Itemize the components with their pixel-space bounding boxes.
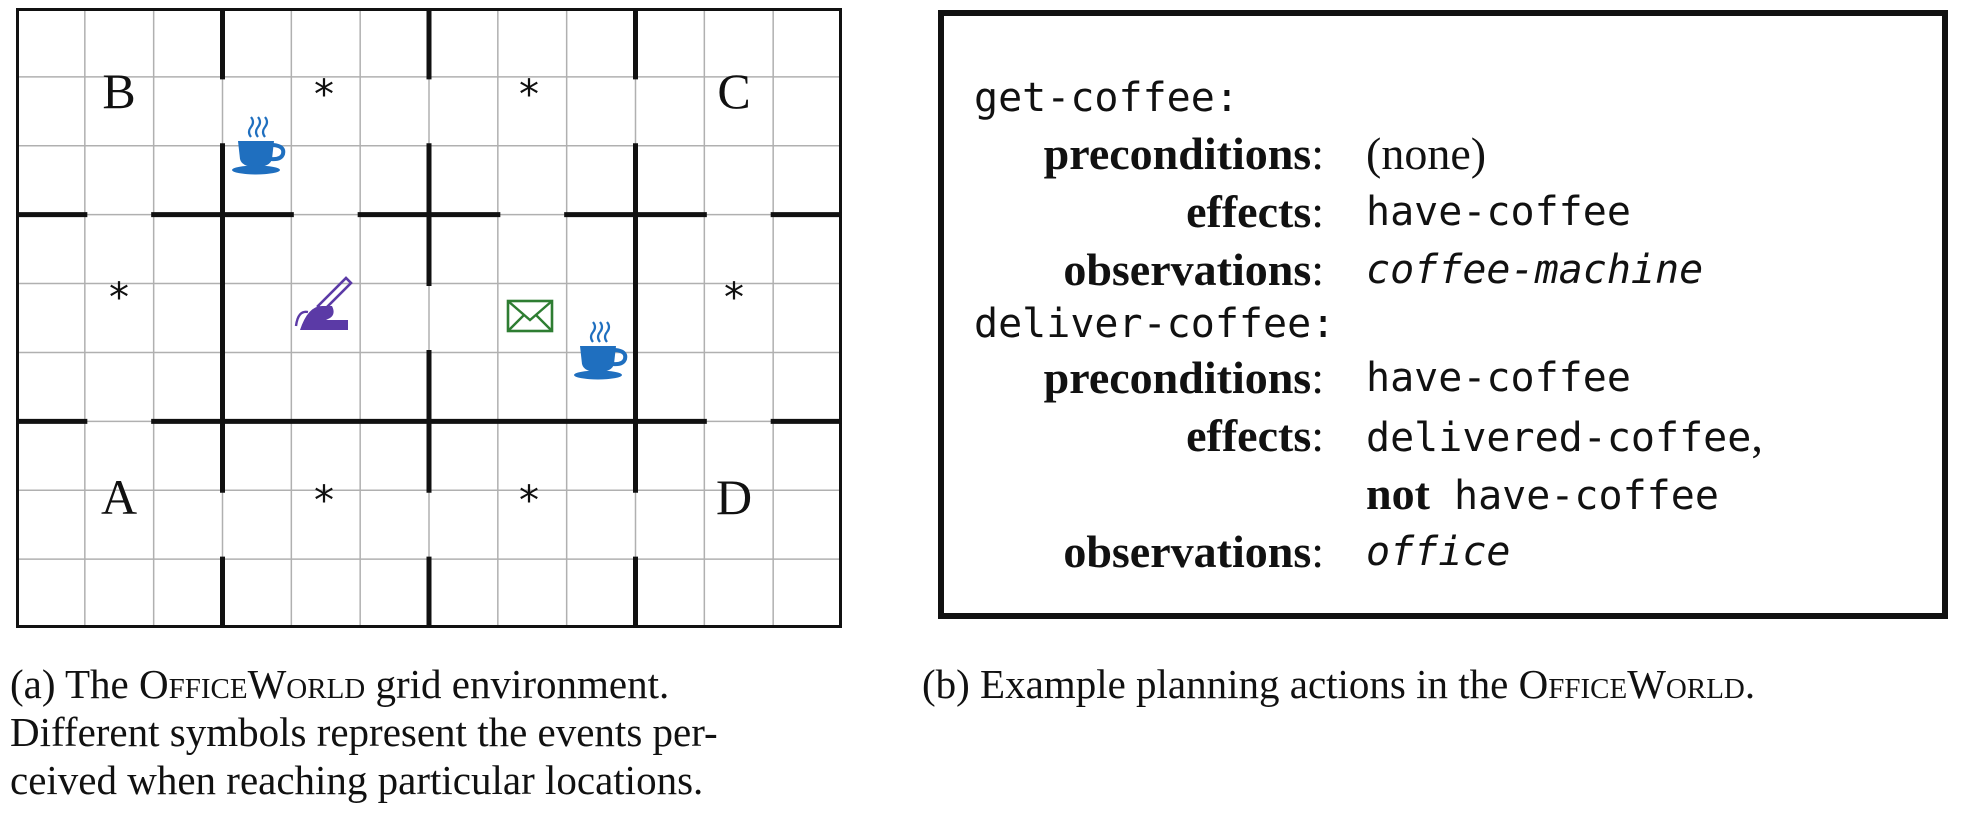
caption-a — [10, 660, 870, 804]
caption-b — [922, 660, 1962, 708]
coffee-icon — [574, 322, 625, 380]
action-name: deliver-coffee: — [974, 301, 1336, 347]
field-value-text: have-coffee — [1454, 473, 1719, 519]
colon: : — [1311, 186, 1324, 237]
colon: : — [1311, 410, 1324, 461]
room-label-c: C — [717, 63, 751, 119]
star-decoration: * — [314, 478, 334, 524]
caption-text: Different symbols represent the events per- — [10, 709, 718, 755]
planning-actions-box — [938, 10, 1948, 619]
field-value: have-coffee — [1366, 355, 1631, 401]
star-decoration: * — [724, 275, 744, 321]
caption-text: (b) Example planning actions in the — [922, 661, 1519, 707]
caption-text: (a) The — [10, 661, 140, 707]
colon: : — [1311, 128, 1324, 179]
colon: : — [1311, 352, 1324, 403]
not-keyword: not — [1366, 468, 1430, 519]
field-label: observations — [1063, 244, 1312, 295]
mail-envelope-icon — [508, 301, 552, 331]
action-name: get-coffee: — [974, 75, 1239, 121]
field-value — [1366, 466, 1719, 524]
room-label-b: B — [102, 63, 136, 119]
room-label-d: D — [715, 469, 753, 525]
star-decoration: * — [109, 275, 129, 321]
field-label: observations — [1063, 526, 1312, 577]
star-decoration: * — [519, 478, 539, 524]
caption-text: grid environment. — [365, 661, 670, 707]
office-pen-icon — [296, 278, 351, 330]
field-label: effects — [1186, 186, 1312, 237]
caption-text: . — [1744, 661, 1756, 707]
field-value: have-coffee — [1366, 189, 1631, 235]
field-label: preconditions — [1043, 352, 1312, 403]
colon: : — [1311, 244, 1324, 295]
field-value: office — [1366, 529, 1511, 575]
colon: : — [1311, 526, 1324, 577]
room-label-a: A — [100, 469, 138, 525]
officeworld-grid — [16, 8, 842, 628]
comma: , — [1751, 410, 1763, 461]
caption-name: World — [1627, 661, 1745, 707]
field-label: effects — [1186, 410, 1312, 461]
field-label: preconditions — [1043, 128, 1312, 179]
coffee-icon — [232, 117, 283, 175]
field-value: (none) — [1366, 128, 1487, 179]
caption-name: Office — [1518, 661, 1628, 707]
field-value-text: delivered-coffee — [1366, 415, 1752, 461]
caption-text: ceived when reaching particular locations. — [10, 757, 704, 803]
star-decoration: * — [314, 72, 334, 118]
caption-name: World — [247, 661, 366, 707]
grid-svg — [16, 8, 842, 628]
field-value: coffee-machine — [1366, 247, 1704, 293]
caption-name: Office — [139, 661, 248, 707]
star-decoration: * — [519, 72, 539, 118]
field-value — [1366, 408, 1763, 466]
